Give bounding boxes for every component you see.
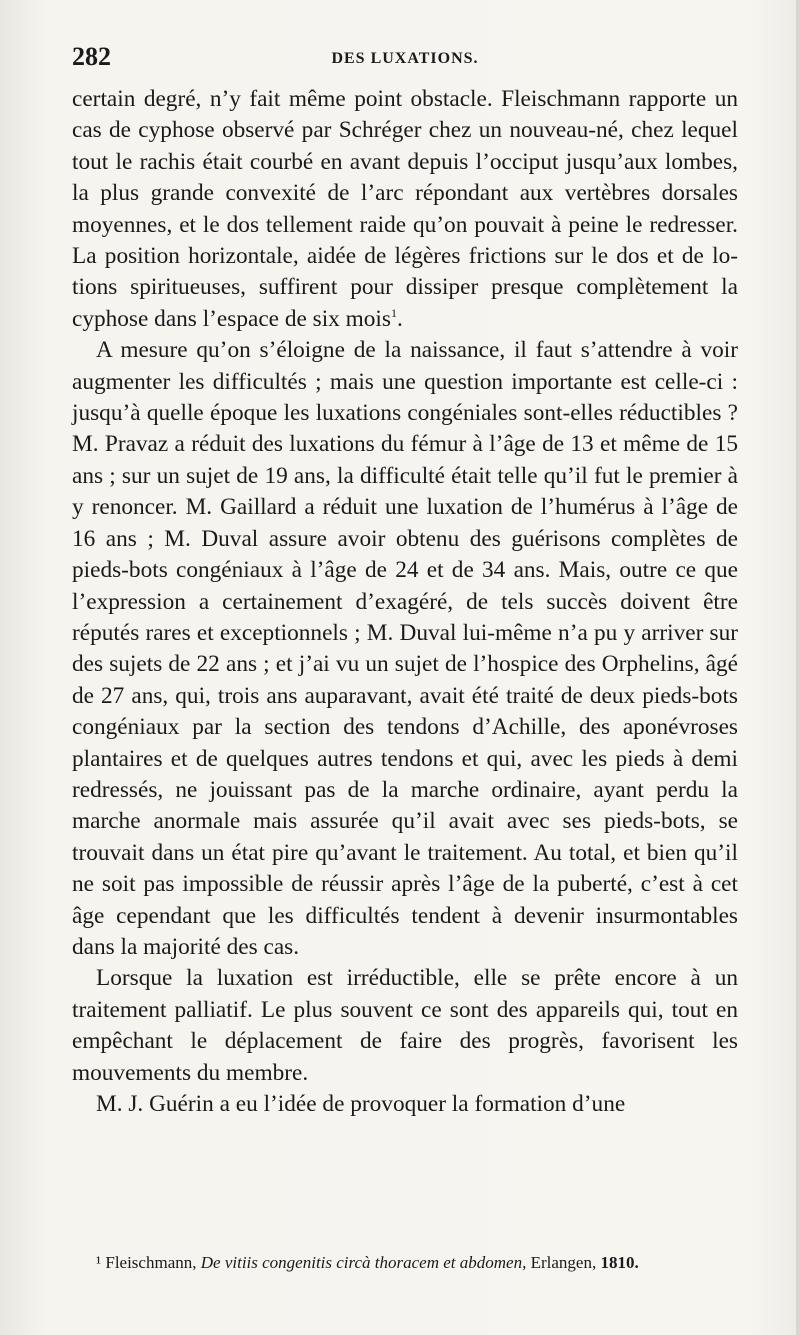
footnote bbox=[72, 1248, 738, 1278]
paragraph-1-text: certain degré, n’y fait même point obstacle. Fleischmann rapporte un cas de cyphose observé par Schréger chez un nouveau-né, chez lequel tout le rachis était courbé en avant depuis l’occiput jusqu’aux lombes, la plus grande convexité de l’arc répondant aux vertèbres dorsales moyennes, et le dos tellement raide qu’on pouvait à peine le redresser. La position horizontale, aidée de légères frictions sur le dos et de lotions spiritueuses, suffirent pour dissiper presque complètement la cyphose dans l’espace de six mois bbox=[72, 86, 738, 332]
paragraph-1 bbox=[72, 84, 738, 335]
paragraph-3: Lorsque la luxation est irréductible, elle se prête encore à un traitement palliatif. Le plus souvent ce sont des appareils qui, tout en empêchant le déplacement de faire des progrès, favorisent les mouvements du membre. bbox=[72, 965, 738, 1086]
running-head: DES LUXATIONS. bbox=[331, 50, 479, 67]
page-edge bbox=[796, 0, 800, 1335]
footnote-place: Erlangen, bbox=[530, 1253, 597, 1272]
footnote-year: 1810. bbox=[600, 1253, 639, 1272]
paragraph-2: A mesure qu’on s’éloigne de la naissance, il faut s’attendre à voir augmenter les difficultés ; mais une question importante est celle-ci : jusqu’à quelle époque les luxations congéniales sont-elles réductibles ? M. Pravaz a réduit des luxations du fémur à l’âge de 13 et même de 15 ans ; sur un sujet de 19 ans, la difficulté était telle qu’il fut le premier à y renoncer. M. Gaillard a réduit une luxation de l’humérus à l’âge de 16 ans ; M. Duval assure avoir obtenu des guérisons complètes de pieds-bots congéniaux à l’âge de 24 et de 34 ans. Mais, outre ce que l’expression a certainement d’exagéré, de tels succès doivent être réputés rares et exceptionnels ; M. Duval lui-même n’a pu y arriver sur des sujets de 22 ans ; et j’ai vu un sujet de l’hospice des Orphelins, âgé de 27 ans, qui, trois ans auparavant, avait été traité de deux pieds-bots congéniaux par la section des tendons d’Achille, des aponévroses plantaires et de quelques autres tendons et qui, avec les pieds à demi redressés, ne jouissant pas de la marche ordinaire, ayant perdu la marche anormale mais assurée qu’il avait avec ses pieds-bots, se trouvait dans un état pire qu’avant le traitement. Au total, et bien qu’il ne soit pas impossible de réussir après l’âge de la puberté, c’est à cet âge cependant que les difficultés tendent à devenir insurmontables dans la majorité des cas. bbox=[72, 337, 738, 960]
page-header bbox=[72, 38, 738, 78]
paragraph-4: M. J. Guérin a eu l’idée de provoquer la formation d’une bbox=[96, 1091, 626, 1117]
footnote-author: Fleischmann, bbox=[105, 1253, 197, 1272]
page-number: 282 bbox=[72, 42, 111, 71]
body-text bbox=[72, 84, 738, 1120]
footnote-title: De vitiis congenitis circà thoracem et abdomen, bbox=[200, 1253, 527, 1272]
footnote-ref: 1 bbox=[390, 306, 397, 321]
footnote-marker: ¹ bbox=[96, 1253, 102, 1272]
paragraph-1-tail: . bbox=[396, 305, 403, 332]
